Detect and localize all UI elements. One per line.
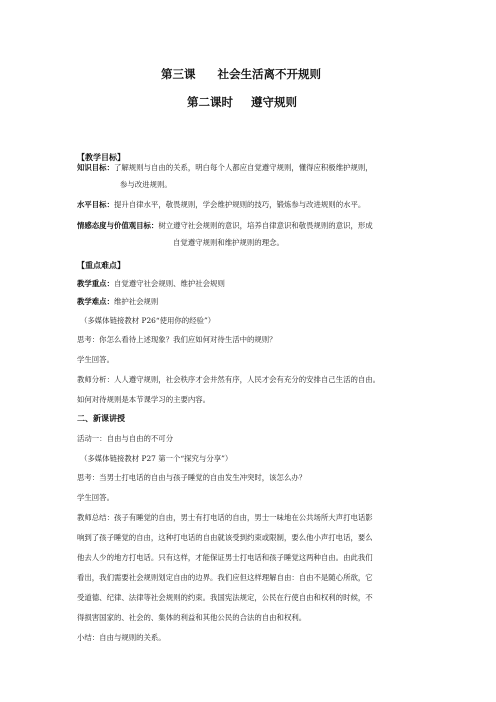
teacher-analysis-2: 如何对待规则是本节课学习的主要内容。 [77,395,211,404]
ability-goal [77,200,365,210]
brief-summary: 小结：自由与规则的关系。 [77,633,166,642]
summary-line-3: 他去人少的地方打电话。只有这样，才能保证男士打电话和孩子睡觉这两种自由。由此我们 [77,553,373,562]
think-1: 思考：你怎么看待上述现象？我们应如何对待生活中的规则？ [77,335,277,344]
attitude-text-1: 树立遵守社会规则的意识，培养自律意识和敬畏规则的意识，形成 [158,221,373,230]
teacher-analysis-1: 教师分析：人人遵守规则，社会秩序才会井然有序，人民才会有充分的安排自己生活的自由。 [77,375,381,384]
knowledge-label: 知识目标： [77,163,114,172]
difficulty-label: 教学难点： [77,297,114,306]
summary-line-6: 得损害国家的、社会的、集体的利益和其他公民的合法的自由和权利。 [77,613,307,622]
focus-label: 教学重点： [77,279,114,288]
ability-text: 提升自律水平，敬畏规则，学会维护规则的技巧，锻炼参与改进规则的水平。 [113,200,366,209]
attitude-label: 情感态度与价值观目标： [77,221,159,230]
focus-text: 自觉遵守社会规则、维护社会规则 [113,279,225,288]
lesson-number: 第三课 [161,67,196,81]
answer-2: 学生回答。 [77,493,114,502]
attitude-text-2: 自觉遵守规则和维护规则的理念。 [173,238,284,247]
media-link-1: （多媒体链接教材 P26“使用你的经验”） [80,316,216,325]
session-title: 遵守规则 [251,95,297,109]
lesson-title: 社会生活离不开规则 [217,67,321,81]
session-number: 第二课时 [187,95,233,109]
keypoints-heading: 【重点难点】 [77,261,125,270]
knowledge-text-2: 参与改进规则。 [120,180,172,189]
summary-line-2: 响到了孩子睡觉的自由，这种打电话的自由就该受到约束或限制，要么他小声打电话，要么 [77,533,373,542]
difficulty-text: 维护社会规则 [113,297,159,306]
knowledge-text-1: 了解规则与自由的关系，明白每个人都应自觉遵守规则，懂得应积极维护规则， [113,163,373,172]
difficulty-line [77,297,158,307]
title-line-2 [187,94,297,110]
focus-line [77,279,225,289]
media-link-2: （多媒体链接教材 P27 第一个“探究与分享”） [80,454,233,463]
new-lesson-heading: 二、新课讲授 [77,414,125,423]
summary-line-1: 教师总结：孩子有睡觉的自由，男士有打电话的自由，男士一味地在公共场所大声打电话影 [77,513,373,522]
summary-line-4: 看出，我们需要社会规则划定自由的边界。我们应但这样理解自由：自由不是随心所欲，它 [77,573,373,582]
attitude-goal [77,221,373,231]
answer-1: 学生回答。 [77,355,114,364]
ability-label: 水平目标： [77,200,114,209]
goals-heading: 【教学目标】 [77,153,125,162]
activity-1: 活动一：自由与自由的不可分 [77,434,174,443]
summary-line-5: 受道德、纪律、法律等社会规则的约束。我国宪法规定，公民在行使自由和权利的时候，不 [77,593,373,602]
think-2: 思考：当男士打电话的自由与孩子睡觉的自由发生冲突时，该怎么办？ [77,473,307,482]
knowledge-goal [77,163,373,173]
title-line-1 [161,66,321,82]
